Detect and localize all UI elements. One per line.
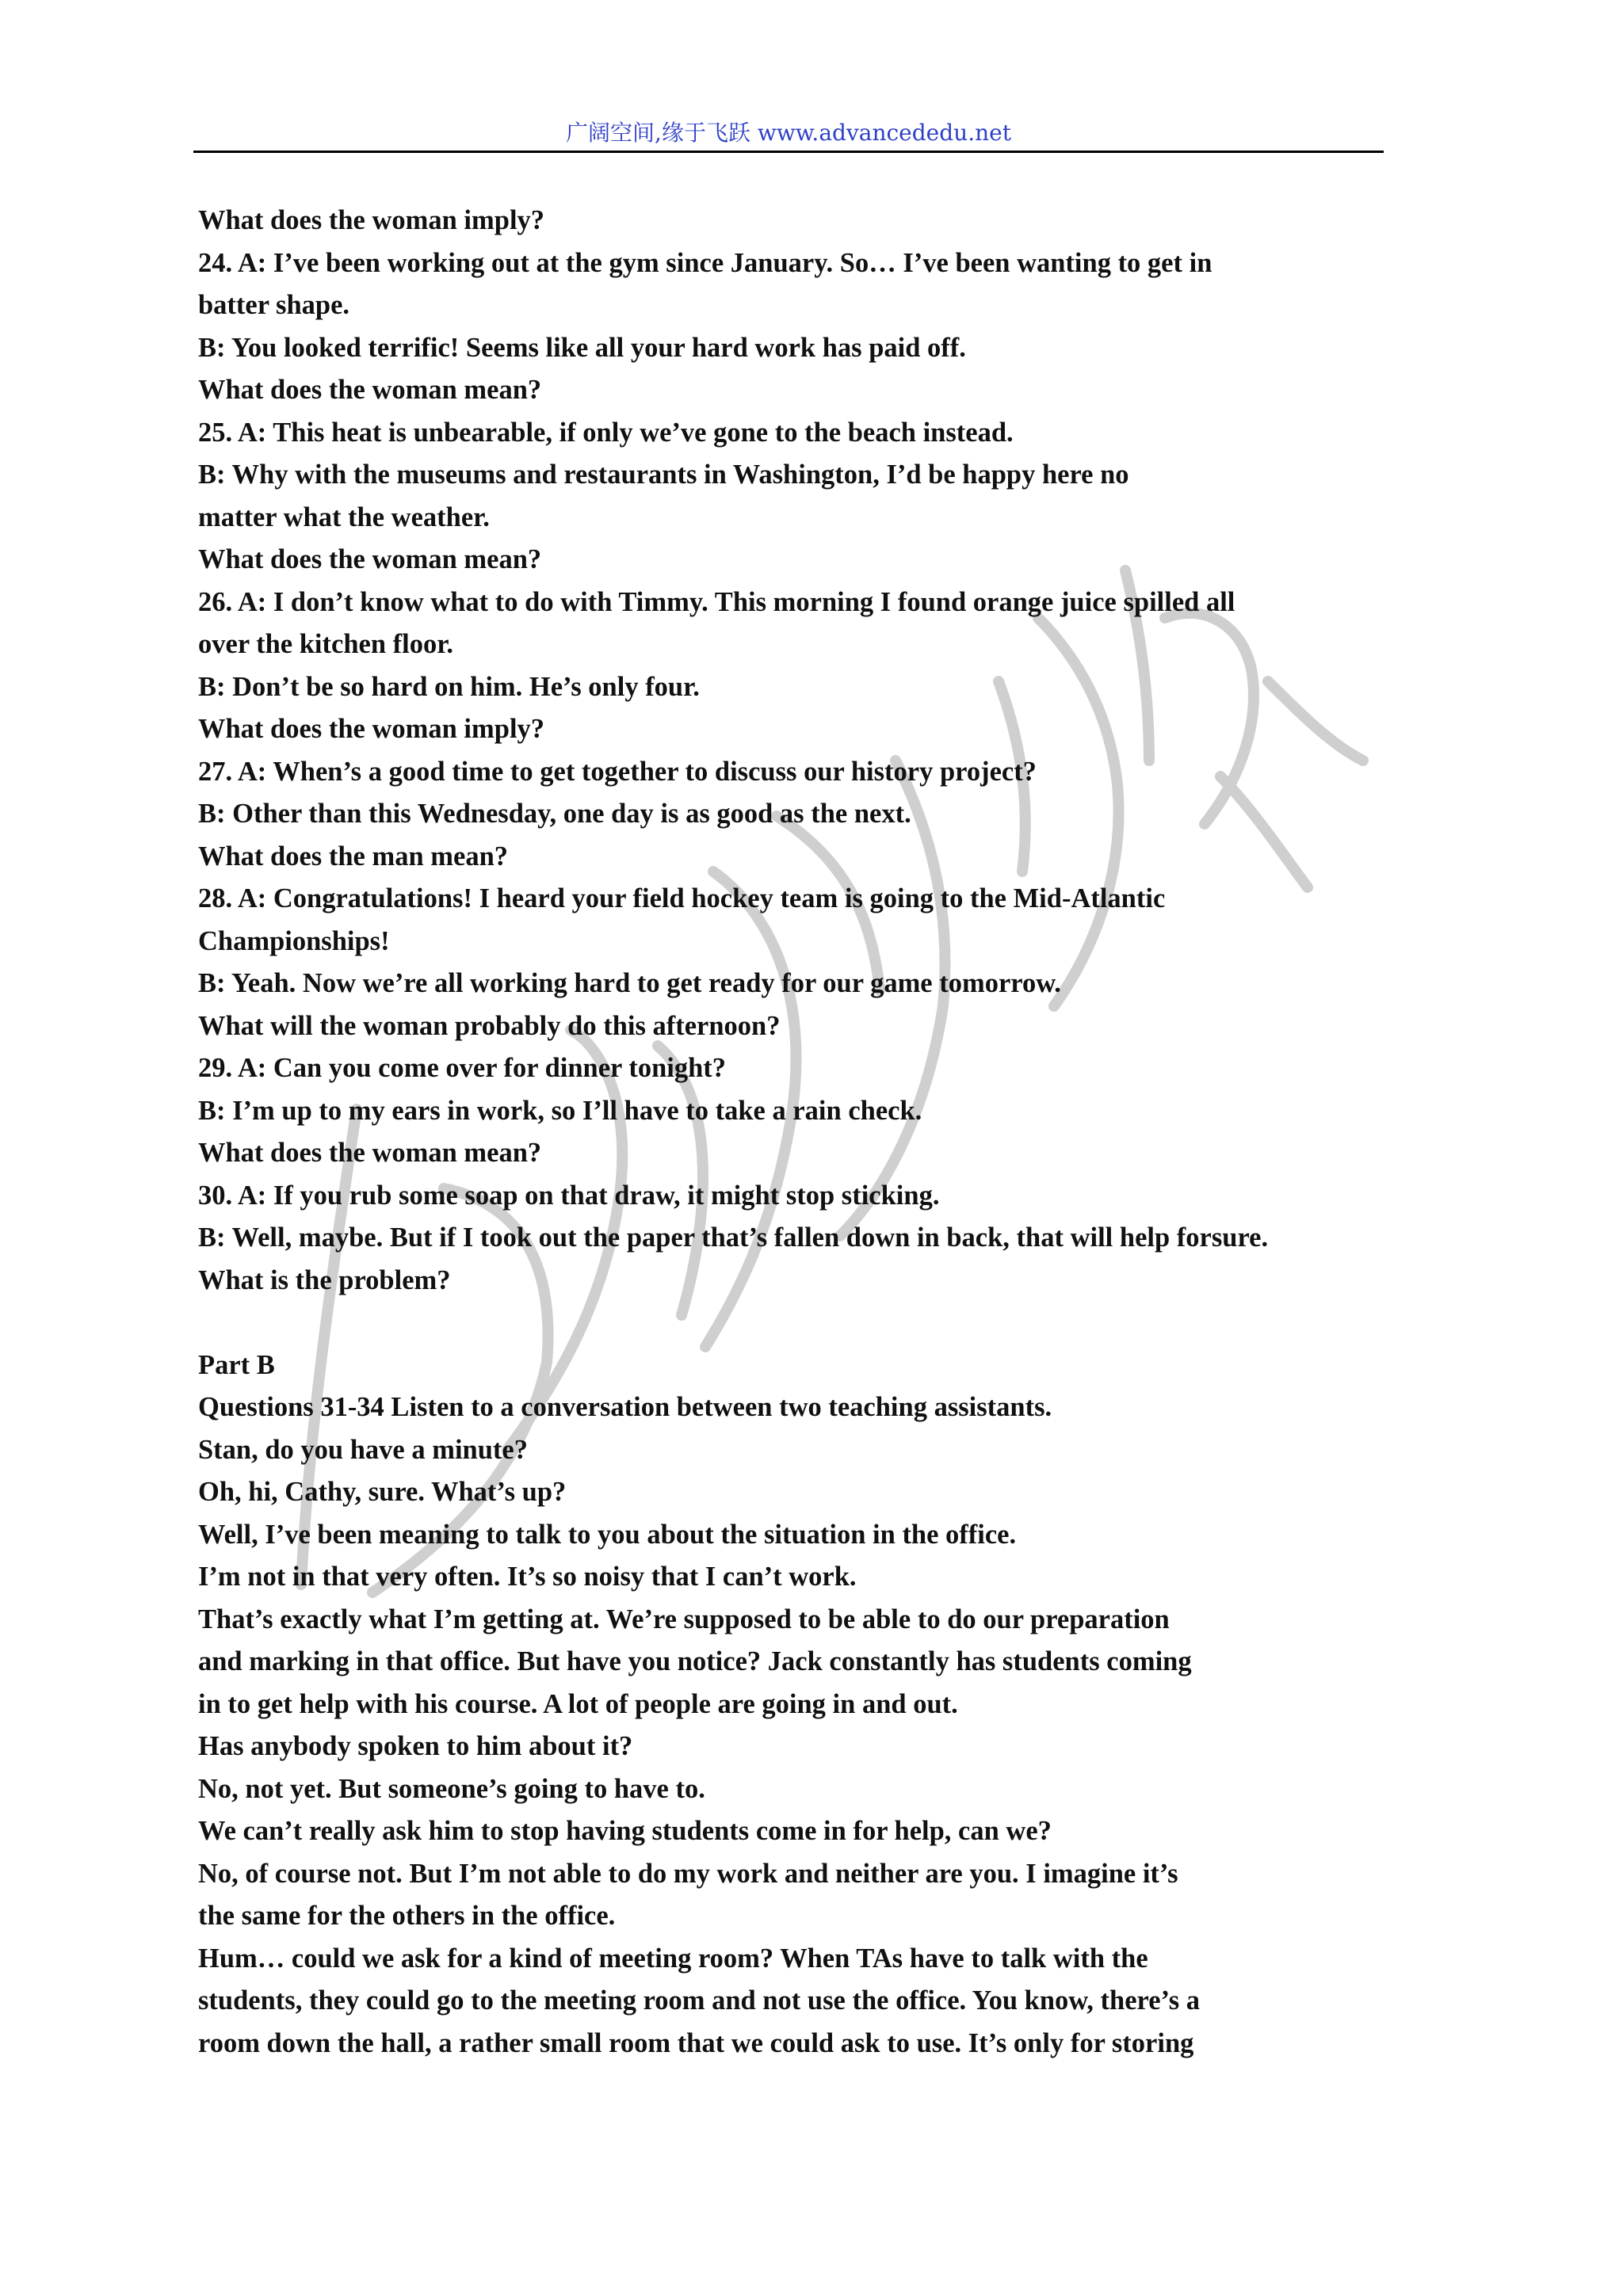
text-line: B: I’m up to my ears in work, so I’ll have to take a rain check.	[198, 1095, 922, 1126]
text-line: 28. A: Congratulations! I heard your field hockey team is going to the Mid-Atlantic	[198, 883, 1166, 913]
text-line: Hum… could we ask for a kind of meeting room? When TAs have to talk with the	[198, 1943, 1148, 1974]
text-line: What does the woman mean?	[198, 544, 542, 574]
text-line: 27. A: When’s a good time to get together to discuss our history project?	[198, 756, 1037, 787]
text-line: What is the problem?	[198, 1264, 451, 1295]
text-line: Championships!	[198, 925, 390, 956]
text-line: What does the woman imply?	[198, 205, 545, 235]
text-line: over the kitchen floor.	[198, 629, 453, 659]
text-line: B: You looked terrific! Seems like all your hard work has paid off.	[198, 332, 966, 363]
text-line: No, not yet. But someone’s going to have to.	[198, 1773, 705, 1804]
header-divider	[193, 151, 1384, 153]
text-line: 24. A: I’ve been working out at the gym since January. So… I’ve been wanting to get in	[198, 247, 1212, 278]
text-line: room down the hall, a rather small room that we could ask to use. It’s only for storing	[198, 2027, 1194, 2058]
text-line: batter shape.	[198, 290, 350, 320]
text-line: B: Why with the museums and restaurants in Washington, I’d be happy here no	[198, 460, 1129, 490]
text-line: Well, I’ve been meaning to talk to you about the situation in the office.	[198, 1519, 1017, 1550]
text-line: Questions 31-34 Listen to a conversation between two teaching assistants.	[198, 1392, 1052, 1422]
text-line: We can’t really ask him to stop having students come in for help, can we?	[198, 1816, 1052, 1846]
text-line: What does the woman imply?	[198, 714, 545, 744]
text-line: B: Don’t be so hard on him. He’s only four.	[198, 671, 700, 702]
text-line: matter what the weather.	[198, 502, 490, 532]
page-header: 广阔空间,缘于飞跃 www.advancededu.net	[566, 120, 1011, 146]
text-line: What does the man mean?	[198, 841, 509, 871]
text-line: the same for the others in the office.	[198, 1901, 616, 1931]
text-line: Oh, hi, Cathy, sure. What’s up?	[198, 1477, 567, 1507]
text-line: 29. A: Can you come over for dinner tonight?	[198, 1053, 727, 1083]
text-line: Has anybody spoken to him about it?	[198, 1731, 633, 1761]
text-line: Stan, do you have a minute?	[198, 1434, 528, 1465]
text-line: I’m not in that very often. It’s so noisy that I can’t work.	[198, 1562, 857, 1592]
text-line: 30. A: If you rub some soap on that draw, it might stop sticking.	[198, 1180, 940, 1211]
text-line: That’s exactly what I’m getting at. We’re supposed to be able to do our preparation	[198, 1604, 1170, 1634]
text-line: B: Yeah. Now we’re all working hard to get ready for our game tomorrow.	[198, 968, 1061, 998]
document-body	[198, 200, 1450, 2065]
text-line: B: Well, maybe. But if I took out the paper that’s fallen down in back, that will help forsure.	[198, 1222, 1269, 1253]
text-line: No, of course not. But I’m not able to do my work and neither are you. I imagine it’s	[198, 1858, 1178, 1889]
text-line: and marking in that office. But have you notice? Jack constantly has students coming	[198, 1646, 1192, 1676]
text-line: in to get help with his course. A lot of people are going in and out.	[198, 1688, 958, 1719]
text-line: What will the woman probably do this afternoon?	[198, 1010, 781, 1041]
text-line: 26. A: I don’t know what to do with Timmy. This morning I found orange juice spilled all	[198, 586, 1235, 617]
text-line: Part B	[198, 1349, 275, 1380]
text-line: B: Other than this Wednesday, one day is as good as the next.	[198, 799, 911, 829]
text-line: What does the woman mean?	[198, 375, 542, 405]
text-line: What does the woman mean?	[198, 1138, 542, 1168]
blank-line	[198, 1302, 1450, 1344]
text-line: students, they could go to the meeting room and not use the office. You know, there’s a	[198, 1985, 1201, 2016]
text-line: 25. A: This heat is unbearable, if only we’ve gone to the beach instead.	[198, 417, 1014, 448]
